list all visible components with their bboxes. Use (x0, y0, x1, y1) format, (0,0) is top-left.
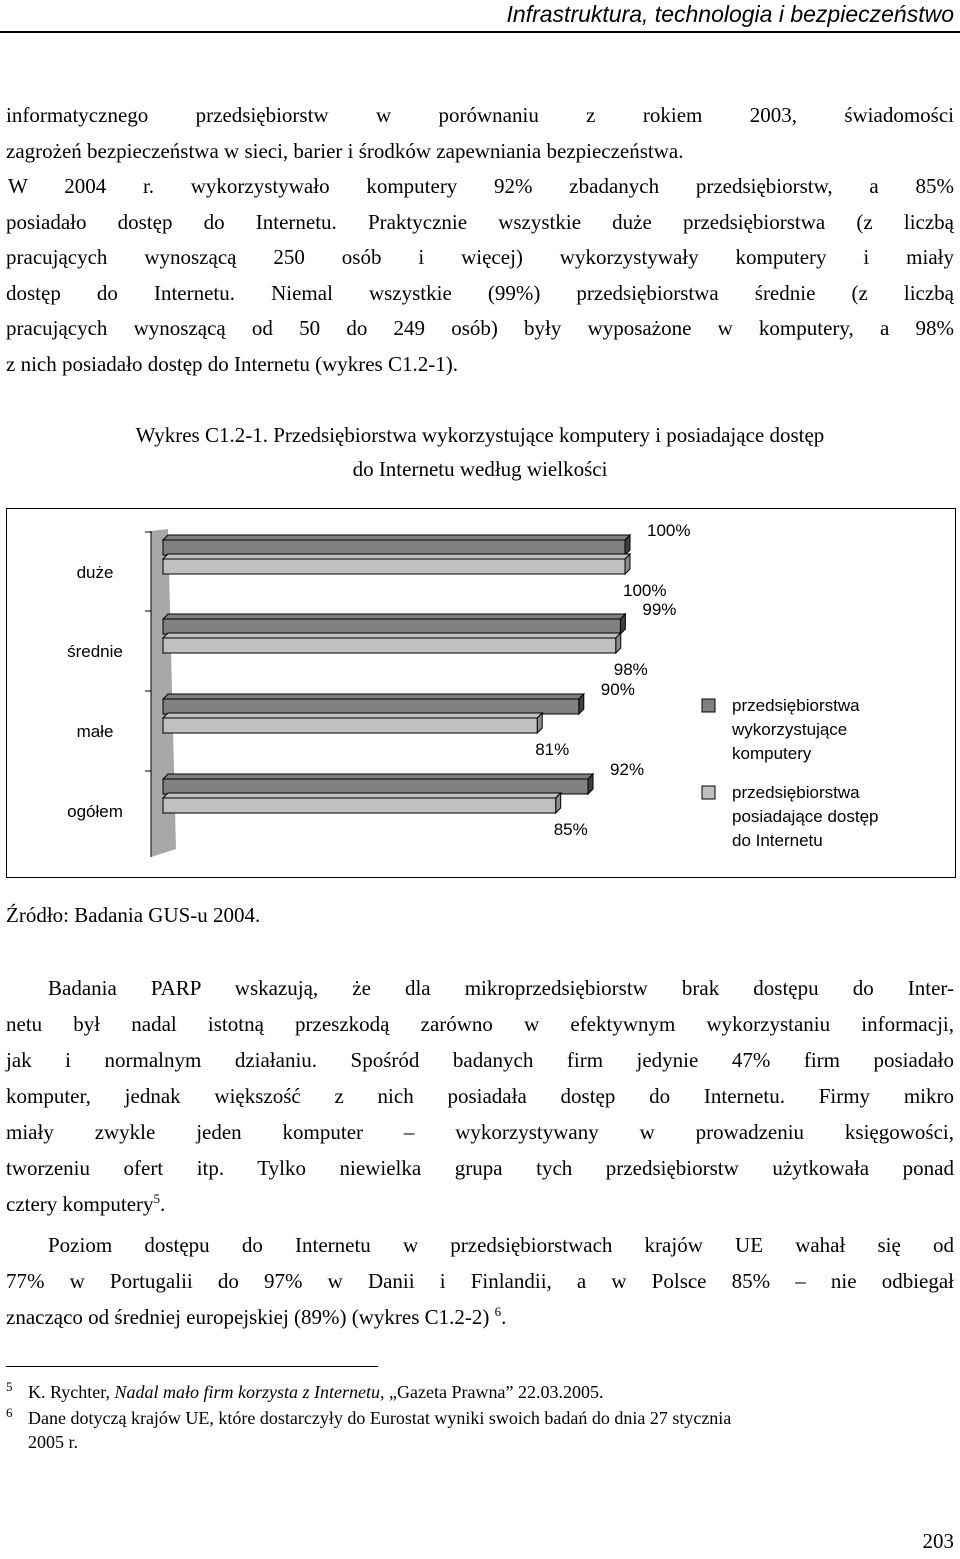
bar-value-label: 99% (642, 600, 677, 619)
footnote-rule (6, 1366, 378, 1367)
bar-top-face (163, 694, 584, 699)
figure-caption-line1: Wykres C1.2-1. Przedsiębiorstwa wykorzystujące komputery i posiadające dostęp (135, 423, 825, 447)
footnote-author: K. Rychter, (28, 1382, 115, 1402)
footnote-text: 2005 r. (28, 1432, 79, 1452)
page-number: 203 (922, 1529, 954, 1553)
body-line: 77% w Portugalii do 97% w Danii i Finlandii, a w Polsce 85% – nie odbiegał (6, 1269, 954, 1293)
bar-top-face (163, 614, 625, 619)
intro-line: W 2004 r. wykorzystywało komputery 92% zbadanych przedsiębiorstw, a 85% (8, 174, 954, 198)
body-line-text: znacząco od średniej europejskiej (89%) (wykres C1.2-2) (6, 1305, 490, 1329)
body-line (6, 1186, 954, 1222)
intro-line: zagrożeń bezpieczeństwa w sieci, barier i środków zapewniania bezpieczeństwa. (6, 138, 684, 163)
footnote-publication: , „Gazeta Prawna” 22.03.2005. (380, 1382, 604, 1402)
legend-label: do Internetu (732, 831, 823, 850)
bar-top-face (163, 774, 593, 779)
category-label: ogółem (67, 802, 123, 821)
category-label: małe (76, 722, 114, 741)
legend-swatch (702, 699, 715, 712)
figure-caption-line2: do Internetu według wielkości (352, 457, 608, 481)
legend-label: posiadające dostęp (732, 807, 879, 826)
body-line: Poziom dostępu do Internetu w przedsiębiorstwach krajów UE wahał się od (48, 1233, 954, 1257)
body-line: tworzeniu ofert itp. Tylko niewielka grupa tych przedsiębiorstw użytkowała ponad (6, 1156, 954, 1180)
bar (163, 779, 588, 794)
category-label: duże (76, 563, 114, 582)
header-rule (0, 31, 960, 33)
bar-top-face (163, 554, 630, 559)
footnote-text: Dane dotyczą krajów UE, które dostarczyły do Eurostat wyniki swoich badań do dnia 27 stycznia (28, 1408, 732, 1428)
bar-value-label: 100% (623, 581, 667, 600)
bar-top-face (163, 713, 542, 718)
chart-frame (6, 508, 956, 878)
legend-label: komputery (732, 744, 812, 763)
intro-paragraph (6, 98, 954, 382)
bar (163, 559, 625, 574)
intro-line: dostęp do Internetu. Niemal wszystkie (99%) przedsiębiorstwa średnie (z liczbą (6, 280, 954, 305)
footnote-ref-6[interactable]: 6 (494, 1304, 502, 1319)
legend-label: wykorzystujące (732, 720, 848, 739)
body-line-text: cztery komputery (6, 1192, 154, 1216)
bar (163, 718, 537, 733)
body-line: miały zwykle jeden komputer – wykorzystywany w prowadzeniu księgowości, (6, 1120, 954, 1144)
body-line: komputer, jednak większość z nich posiadała dostęp do Internetu. Firmy mikro (6, 1084, 954, 1108)
bar-value-label: 85% (553, 820, 588, 839)
figure-source: Źródło: Badania GUS-u 2004. (6, 903, 261, 927)
intro-line: informatycznego przedsiębiorstw w porównaniu z rokiem 2003, świadomości (6, 103, 954, 127)
intro-line: posiadało dostęp do Internetu. Praktycznie wszystkie duże przedsiębiorstwa (z liczbą (6, 209, 954, 234)
body-paragraph-2 (6, 1227, 954, 1335)
bar-value-label: 92% (610, 760, 645, 779)
bar-value-label: 81% (535, 740, 570, 759)
bar-value-label: 98% (613, 660, 648, 679)
bar-value-label: 90% (600, 680, 635, 699)
bar-top-face (163, 793, 561, 798)
body-line: jak i normalnym działaniu. Spośród badanych firm jedynie 47% firm posiadało (6, 1048, 954, 1072)
intro-line: z nich posiadało dostęp do Internetu (wykres C1.2-1). (6, 351, 458, 376)
intro-line: pracujących wynoszącą od 50 do 249 osób) były wyposażone w komputery, a 98% (6, 316, 954, 340)
body-line: netu był nadal istotną przeszkodą zarówno w efektywnym wykorzystaniu informacji, (6, 1012, 954, 1036)
running-header: Infrastruktura, technologia i bezpieczeństwo (506, 1, 954, 27)
footnote-6: 6 Dane dotyczą krajów UE, które dostarczyły do Eurostat wyniki swoich badań do dnia 27 stycznia 2005 r. (6, 1405, 732, 1452)
bar-top-face (163, 633, 621, 638)
bar-top-face (163, 535, 630, 540)
intro-line: pracujących wynoszącą 250 osób i więcej) wykorzystywały komputery i miały (6, 245, 954, 269)
sentence-end: . (501, 1305, 507, 1329)
body-line (6, 1299, 954, 1335)
legend-label: przedsiębiorstwa (732, 696, 860, 715)
legend-swatch (702, 786, 715, 799)
sentence-end: . (160, 1192, 166, 1216)
bar-value-label: 100% (647, 521, 691, 540)
bar (163, 540, 625, 555)
bar (163, 798, 556, 813)
category-label: średnie (67, 642, 123, 661)
body-paragraph-1 (6, 970, 954, 1222)
bar (163, 699, 579, 714)
bar-chart (7, 509, 955, 877)
footnote-ref-5[interactable]: 5 (153, 1191, 161, 1206)
footnote-article-title: Nadal mało firm korzysta z Internetu (114, 1382, 381, 1402)
legend-label: przedsiębiorstwa (732, 783, 860, 802)
bar (163, 638, 616, 653)
bar (163, 619, 620, 634)
footnote-5: 5 K. Rychter, Nadal mało firm korzysta z Internetu, „Gazeta Prawna” 22.03.2005. (6, 1379, 604, 1402)
body-line: Badania PARP wskazują, że dla mikroprzedsiębiorstw brak dostępu do Inter- (48, 976, 954, 1000)
